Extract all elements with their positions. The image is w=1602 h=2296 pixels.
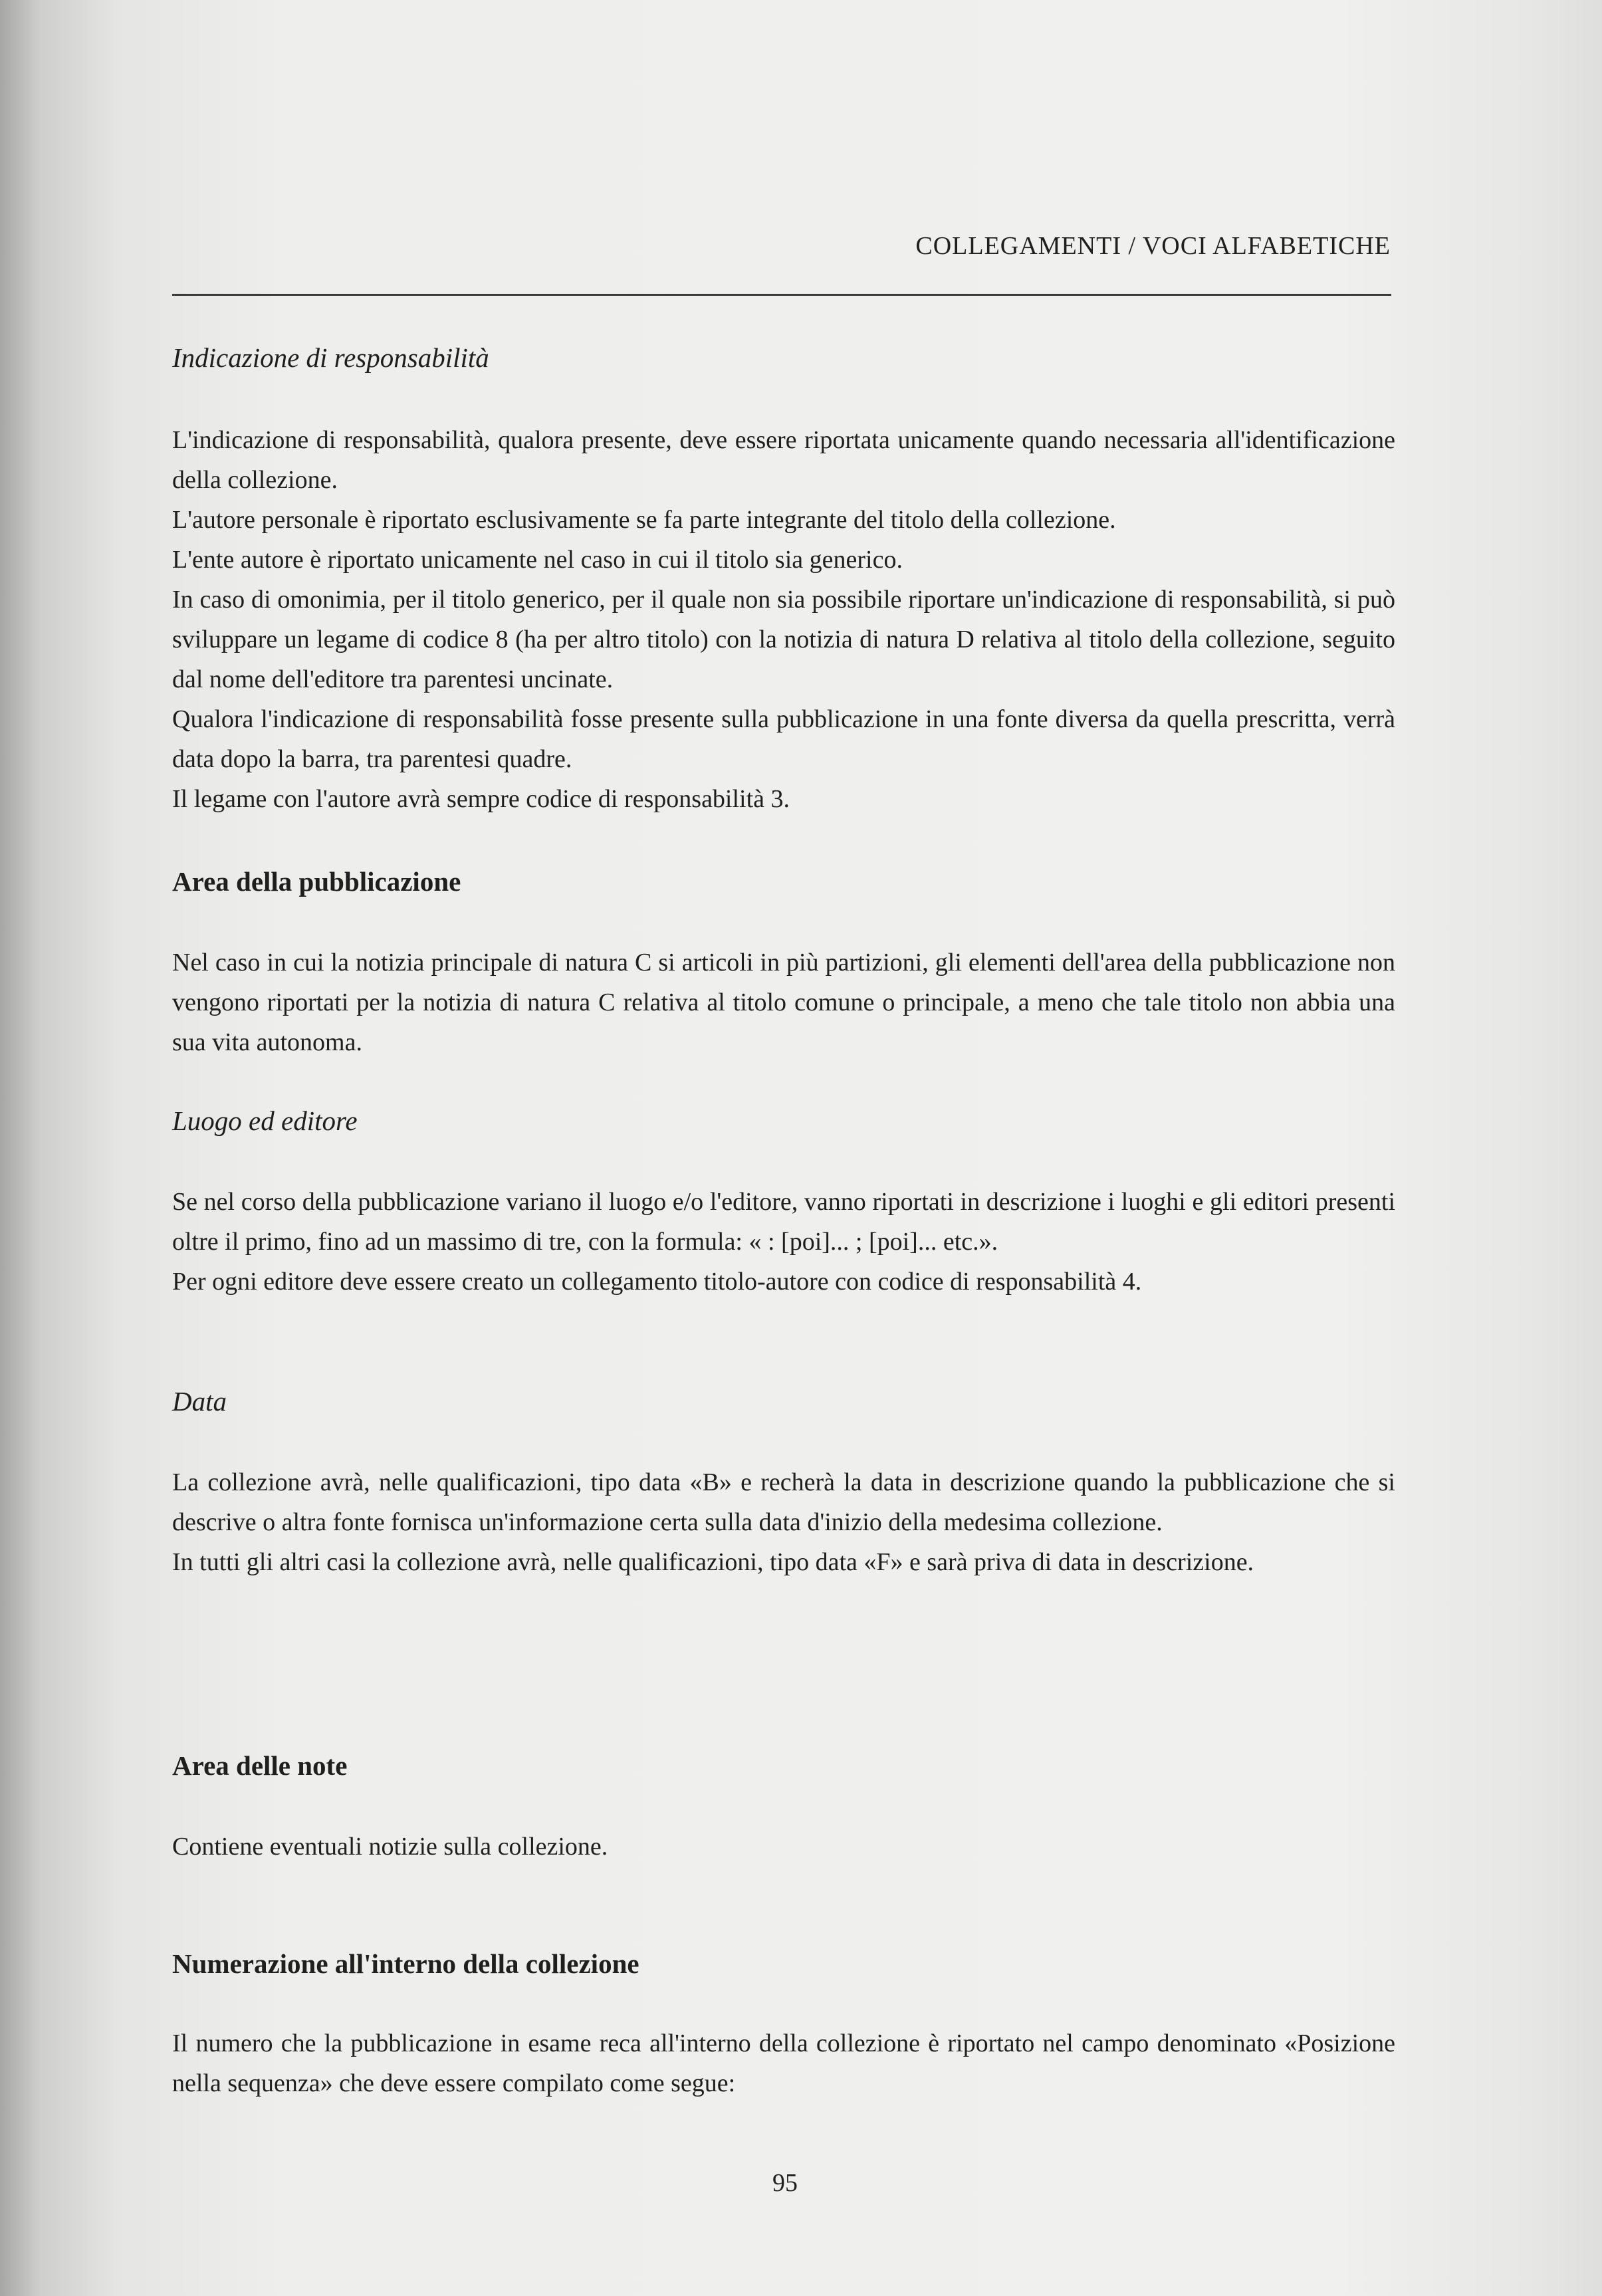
heading-pubblicazione: Area della pubblicazione	[172, 866, 461, 897]
paragraph: Se nel corso della pubblicazione variano il luogo e/o l'editore, vanno riportati in descrizione i luoghi e gli editori presenti oltre il primo, fino ad un massimo di tre, con la formula: « : [poi]... ; [poi]... etc.».	[172, 1188, 1395, 1256]
running-head: COLLEGAMENTI / VOCI ALFABETICHE	[915, 232, 1391, 260]
heading-responsabilita: Indicazione di responsabilità	[172, 342, 489, 373]
paragraph: La collezione avrà, nelle qualificazioni, tipo data «B» e recherà la data in descrizione quando la pubblicazione che si descrive o altra fonte fornisca un'informazione certa sulla data d'inizio della medesima collezione.	[172, 1468, 1395, 1536]
paragraph: Contiene eventuali notizie sulla collezione.	[172, 1833, 608, 1861]
paragraph: Il legame con l'autore avrà sempre codice di responsabilità 3.	[172, 785, 790, 813]
heading-numerazione: Numerazione all'interno della collezione	[172, 1948, 639, 1979]
section-pubblicazione	[172, 943, 1395, 1062]
section-note	[172, 1827, 1395, 1867]
paragraph: L'ente autore è riportato unicamente nel caso in cui il titolo sia generico.	[172, 546, 903, 574]
section-data	[172, 1462, 1395, 1582]
paragraph: Il numero che la pubblicazione in esame reca all'interno della collezione è riportato nel campo denominato «Posizione nella sequenza» che deve essere compilato come segue:	[172, 2029, 1395, 2097]
heading-note: Area delle note	[172, 1750, 348, 1781]
paragraph: L'autore personale è riportato esclusivamente se fa parte integrante del titolo della collezione.	[172, 506, 1116, 534]
section-luogo	[172, 1182, 1395, 1302]
heading-luogo: Luogo ed editore	[172, 1105, 358, 1136]
section-responsabilita	[172, 420, 1395, 819]
paragraph: Nel caso in cui la notizia principale di natura C si articoli in più partizioni, gli elementi dell'area della pubblicazione non vengono riportati per la notizia di natura C relativa al titolo comune o principale, a meno che tale titolo non abbia una sua vita autonoma.	[172, 949, 1395, 1056]
header-rule	[172, 294, 1391, 296]
paragraph: Qualora l'indicazione di responsabilità fosse presente sulla pubblicazione in una fonte diversa da quella prescritta, verrà data dopo la barra, tra parentesi quadre.	[172, 705, 1395, 773]
paragraph: In caso di omonimia, per il titolo generico, per il quale non sia possibile riportare un'indicazione di responsabilità, si può sviluppare un legame di codice 8 (ha per altro titolo) con la notizia di natura D relativa al titolo della collezione, seguito dal nome dell'editore tra parentesi uncinate.	[172, 586, 1395, 693]
page-number: 95	[772, 2169, 798, 2197]
paragraph: Per ogni editore deve essere creato un collegamento titolo-autore con codice di responsabilità 4.	[172, 1268, 1142, 1296]
paragraph: In tutti gli altri casi la collezione avrà, nelle qualificazioni, tipo data «F» e sarà priva di data in descrizione.	[172, 1548, 1254, 1576]
paragraph: L'indicazione di responsabilità, qualora presente, deve essere riportata unicamente quando necessaria all'identificazione della collezione.	[172, 426, 1395, 494]
heading-data: Data	[172, 1386, 227, 1417]
section-numerazione	[172, 2023, 1395, 2103]
